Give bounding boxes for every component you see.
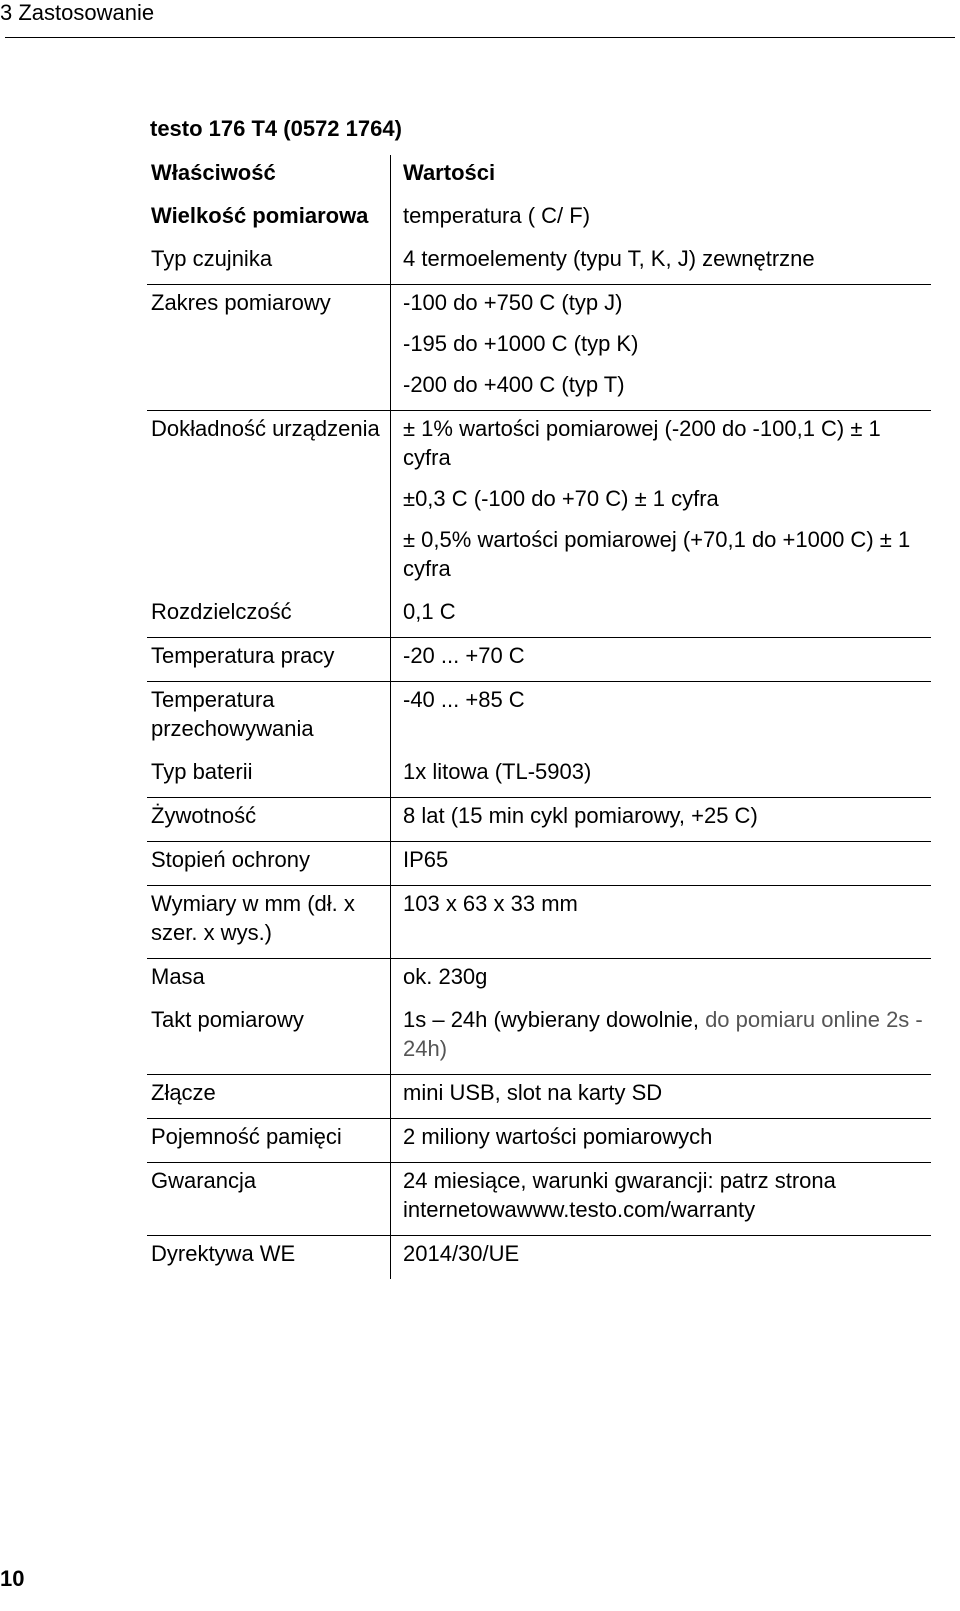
table-row [147, 285, 931, 329]
table-row [147, 959, 931, 1003]
row-value: 0,1 C [391, 594, 932, 638]
row-label: Dokładność urządzenia [151, 416, 380, 441]
table-row [147, 594, 931, 638]
section-header: 3 Zastosowanie [0, 0, 155, 25]
row-label: Żywotność [147, 798, 391, 842]
row-label: Złącze [147, 1075, 391, 1119]
row-label: Wielkość pomiarowa [151, 203, 369, 228]
row-value: IP65 [391, 842, 932, 886]
table-header-row [147, 155, 931, 198]
header-divider [5, 37, 955, 38]
row-label: Temperatura pracy [147, 638, 391, 682]
table-row [147, 886, 931, 959]
row-value: ±0,3 C (-100 do +70 C) ± 1 cyfra [391, 483, 932, 524]
table-row [147, 1163, 931, 1236]
row-label: Typ baterii [147, 754, 391, 798]
row-label: Wymiary w mm (dł. x szer. x wys.) [147, 886, 391, 959]
table-row [147, 241, 931, 285]
column-header-property: Właściwość [151, 160, 276, 185]
row-value: -200 do +400 C (typ T) [391, 369, 932, 411]
table-row [147, 682, 931, 755]
row-label: Typ czujnika [147, 241, 391, 285]
row-value: 2 miliony wartości pomiarowych [391, 1119, 932, 1163]
row-value: temperatura ( C/ F) [391, 198, 932, 241]
row-value: -195 do +1000 C (typ K) [391, 328, 932, 369]
row-label: Masa [151, 964, 205, 989]
table-row [147, 1236, 931, 1280]
table-row [147, 842, 931, 886]
table-row [147, 798, 931, 842]
row-label: Temperatura przechowywania [151, 687, 314, 741]
table-row [147, 369, 931, 411]
row-value: 2014/30/UE [391, 1236, 932, 1280]
row-label: Pojemność pamięci [147, 1119, 391, 1163]
row-value: 4 termoelementy (typu T, K, J) zewnętrzne [391, 241, 932, 285]
measurement-rate-text: 1s – 24h (wybierany dowolnie, [403, 1007, 699, 1032]
row-label: Takt pomiarowy [147, 1002, 391, 1075]
row-value: -100 do +750 C (typ J) [391, 285, 932, 329]
row-label: Dyrektywa WE [151, 1241, 296, 1266]
row-label: Rozdzielczość [147, 594, 391, 638]
row-value: -40 ... +85 C [391, 682, 932, 755]
row-value: -20 ... +70 C [391, 638, 932, 682]
row-value: 103 x 63 x 33 mm [391, 886, 932, 959]
row-value [391, 1002, 932, 1075]
table-row [147, 754, 931, 798]
row-label: Stopień ochrony [147, 842, 391, 886]
table-row [147, 411, 931, 484]
row-label: Zakres pomiarowy [151, 290, 331, 315]
table-row [147, 328, 931, 369]
product-title: testo 176 T4 (0572 1764) [150, 116, 402, 141]
spec-table [147, 155, 931, 1279]
row-value: mini USB, slot na karty SD [391, 1075, 932, 1119]
table-row [147, 524, 931, 594]
row-label: Gwarancja [147, 1163, 391, 1236]
row-value: ± 1% wartości pomiarowej (-200 do -100,1 C) ± 1 cyfra [391, 411, 932, 484]
table-row [147, 638, 931, 682]
table-row [147, 1075, 931, 1119]
online-rate-note: do pomiaru online 2s - 24h) [403, 1007, 923, 1061]
column-header-values: Wartości [391, 155, 932, 198]
page-number: 10 [0, 1566, 25, 1591]
table-row [147, 483, 931, 524]
row-value: 1x litowa (TL-5903) [391, 754, 932, 798]
row-value: 8 lat (15 min cykl pomiarowy, +25 C) [391, 798, 932, 842]
table-row [147, 1002, 931, 1075]
row-value: ok. 230g [391, 959, 932, 1003]
row-value: ± 0,5% wartości pomiarowej (+70,1 do +1000 C) ± 1 cyfra [391, 524, 932, 594]
table-row [147, 1119, 931, 1163]
table-row [147, 198, 931, 241]
row-value: 24 miesiące, warunki gwarancji: patrz strona internetowawww.testo.com/warranty [391, 1163, 932, 1236]
